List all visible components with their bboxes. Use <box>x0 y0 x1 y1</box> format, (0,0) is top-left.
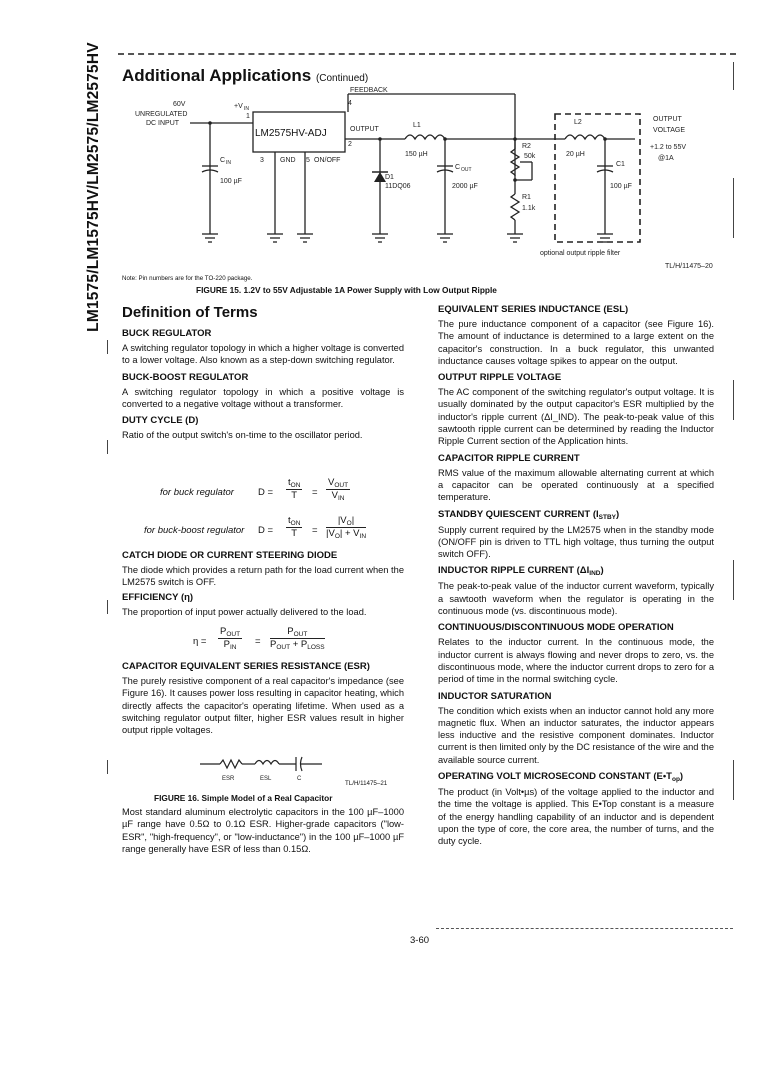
svg-text:L1: L1 <box>413 122 421 129</box>
svg-text:5: 5 <box>306 157 310 164</box>
svg-text:FEEDBACK: FEEDBACK <box>350 87 388 94</box>
side-title: LM1575/LM1575HV/LM2575/LM2575HV <box>85 42 102 332</box>
right-margin-mark <box>733 760 734 800</box>
eq-buck-equals: = <box>312 487 318 498</box>
svg-text:ESL: ESL <box>260 776 272 782</box>
svg-text:4: 4 <box>348 100 352 107</box>
left-column-3 <box>122 661 404 736</box>
right-margin-mark <box>733 178 734 238</box>
eq-eff-frac2: $P_{OUT}$ $P_{OUT} + P_{LOSS}$ <box>270 626 325 651</box>
svg-text:ESR: ESR <box>222 776 235 782</box>
duty-cycle-heading: DUTY CYCLE (D) <box>122 415 199 427</box>
efficiency-heading: EFFICIENCY (η) <box>122 591 194 603</box>
svg-text:IN: IN <box>226 160 231 166</box>
svg-text:UNREGULATED: UNREGULATED <box>135 111 188 118</box>
eq-bb-ton-frac: $t_{ON}$ T <box>288 515 301 539</box>
svg-text:1: 1 <box>246 113 250 120</box>
ripple-voltage-heading: OUTPUT RIPPLE VOLTAGE <box>438 372 562 384</box>
standby-current-heading: STANDBY QUIESCENT CURRENT $(I_{STBY})$ <box>438 508 620 521</box>
eq-buck-d: D = <box>258 487 274 498</box>
inductor-ripple-text: The peak-to-peak value of the inductor current waveform, typically a sawtooth waveform when the regulator is operating in the continuous mode (vs. discontinuous mode). <box>438 581 714 617</box>
continuous-mode-text: Relates to the inductor current. In the continuous mode, the inductor current is always flowing and never drops to zero, vs. the discontinuous mode, where the inductor current drops to zero for a period of time in the normal switching cycle. <box>438 637 714 685</box>
capacitor-ripple-text: RMS value of the maximum allowable alternating current at which a capacitor can be operated continuously at a specified temperature. <box>438 467 714 503</box>
top-dashed-rule <box>118 53 736 55</box>
svg-text:2000 µF: 2000 µF <box>452 183 478 190</box>
page-title: Additional Applications (Continued) <box>122 66 369 85</box>
svg-text:optional output ripple filter: optional output ripple filter <box>540 250 621 257</box>
buck-regulator-heading: BUCK REGULATOR <box>122 328 212 339</box>
svg-text:OUTPUT: OUTPUT <box>653 116 682 123</box>
svg-text:C: C <box>297 776 302 782</box>
page-number: 3-60 <box>410 935 430 946</box>
eq-bb-v-frac: $|V_O|$ $|V_O| + V_{IN}$ <box>326 515 367 540</box>
right-margin-mark <box>733 380 734 420</box>
svg-text:20 µH: 20 µH <box>566 151 585 158</box>
svg-text:OUTPUT: OUTPUT <box>350 126 379 133</box>
eq-bb-label: for buck-boost regulator <box>144 525 245 536</box>
efficiency-text: The proportion of input power actually delivered to the load. <box>122 606 367 617</box>
svg-text:@1A: @1A <box>658 155 674 162</box>
catch-diode-text: The diode which provides a return path for the load current when the LM2575 switch is OFF. <box>122 565 404 588</box>
svg-text:100 µF: 100 µF <box>220 178 242 185</box>
svg-text:TL/H/11475–20: TL/H/11475–20 <box>665 263 713 270</box>
eq-bb-d: D = <box>258 525 274 536</box>
eq-eta: η = <box>193 636 207 647</box>
continuous-mode-heading: CONTINUOUS/DISCONTINUOUS MODE OPERATION <box>438 622 674 634</box>
continued-label: (Continued) <box>315 73 369 84</box>
esl-heading: EQUIVALENT SERIES INDUCTANCE (ESL) <box>438 304 629 315</box>
volt-microsecond-text: The product (in Volt•µs) of the voltage applied to the inductor and the time the voltage is applied. This E•Top constant is a measure of the energy handling capability of an inductor and is dependent upon the type of core, the core area, the number of turns, and the duty cycle. <box>438 787 714 847</box>
svg-text:2: 2 <box>348 141 352 148</box>
esr-text: The purely resistive component of a real capacitor's impedance (see Figure 16). It causes power loss resulting in capacitor heating, which directly affects the capacitor's operating lifetime. When used as a switching regulator output filter, higher ESR values result in higher output ripple voltages. <box>122 676 404 736</box>
figure15-note: Note: Pin numbers are for the TO-220 package. <box>122 275 253 282</box>
esr-text-2: Most standard aluminum electrolytic capacitors in the 100 µF–1000 µF range have 0.5Ω to 0.1Ω ESR. Higher-grade capacitors ("low-ESR", "high-frequency", or "low-inductance") in the 100 µF–1000 µF range generally have ESR of less than 0.15Ω. <box>122 807 404 854</box>
inductor-saturation-heading: INDUCTOR SATURATION <box>438 690 552 702</box>
catch-diode-heading: CATCH DIODE OR CURRENT STEERING DIODE <box>122 550 338 561</box>
svg-text:VOLTAGE: VOLTAGE <box>653 127 686 134</box>
svg-text:IN: IN <box>244 106 249 112</box>
buck-boost-text: A switching regulator topology in which a positive voltage is converted to a negative voltage without a transformer. <box>122 386 404 409</box>
right-margin-mark <box>733 62 734 90</box>
left-column <box>122 328 404 441</box>
figure16-ref: TL/H/11475–21 <box>345 780 388 787</box>
svg-text:60V: 60V <box>173 101 186 108</box>
svg-text:L2: L2 <box>574 119 582 126</box>
svg-text:DC INPUT: DC INPUT <box>146 120 180 127</box>
svg-text:3: 3 <box>260 157 264 164</box>
left-margin-mark <box>107 760 108 774</box>
duty-cycle-text: Ratio of the output switch's on-time to the oscillator period. <box>122 430 363 441</box>
svg-text:C: C <box>220 157 226 164</box>
left-column-2 <box>122 550 404 618</box>
figure15-caption: FIGURE 15. 1.2V to 55V Adjustable 1A Power Supply with Low Output Ripple <box>196 285 497 295</box>
svg-text:D1: D1 <box>385 174 394 181</box>
svg-text:OUT: OUT <box>461 167 472 173</box>
svg-text:+V: +V <box>234 103 243 110</box>
figure15-schematic <box>110 84 730 270</box>
right-margin-mark <box>733 560 734 600</box>
svg-text:1.1k: 1.1k <box>522 205 536 212</box>
left-margin-mark <box>107 600 108 614</box>
svg-text:100 µF: 100 µF <box>610 183 632 190</box>
left-margin-mark <box>107 340 108 354</box>
capacitor-ripple-heading: CAPACITOR RIPPLE CURRENT <box>438 452 580 464</box>
svg-text:150 µH: 150 µH <box>405 151 428 158</box>
svg-text:LM2575HV-ADJ: LM2575HV-ADJ <box>255 128 327 139</box>
svg-text:R2: R2 <box>522 143 531 150</box>
svg-text:ON/OFF: ON/OFF <box>314 157 341 164</box>
eq-buck-label: for buck regulator <box>160 487 234 498</box>
figure16-caption: FIGURE 16. Simple Model of a Real Capacitor <box>154 793 333 803</box>
eq-eff-equals: = <box>255 636 261 647</box>
ripple-voltage-text: The AC component of the switching regulator's output voltage. It is usually dominated by the output capacitor's ESR multiplied by the inductor's ripple current (ΔI_IND). The peak-to-peak value of this sawtooth ripple current can be determined by reading the Inductor Ripple Current section of the Application hints. <box>438 387 714 447</box>
svg-text:C1: C1 <box>616 161 625 168</box>
eq-eff-frac1: $P_{OUT}$ $P_{IN}$ <box>220 626 241 651</box>
svg-text:50k: 50k <box>524 153 536 160</box>
inductor-ripple-heading: INDUCTOR RIPPLE CURRENT $(\Delta I_{IND})$ <box>438 565 604 578</box>
buck-regulator-text: A switching regulator topology in which a higher voltage is converted to a lower voltage. Also known as a step-down switching regulator. <box>122 343 404 366</box>
esr-heading: CAPACITOR EQUIVALENT SERIES RESISTANCE (ESR) <box>122 661 370 672</box>
inductor-saturation-text: The condition which exists when an inductor cannot hold any more magnetic flux. When an inductor saturates, the inductor appears less inductive and the resistive component dominates. Inductor current is then limited only by the DC resistance of the wire and the available source current. <box>438 705 714 765</box>
volt-microsecond-heading: OPERATING VOLT MICROSECOND CONSTANT $(E•T_{op})$ <box>438 771 684 784</box>
bottom-dashed-rule <box>436 928 733 929</box>
eq-bb-equals: = <box>312 525 318 536</box>
definitions-heading: Definition of Terms <box>122 304 258 321</box>
svg-text:+1.2 to 55V: +1.2 to 55V <box>650 144 687 151</box>
esl-text: The pure inductance component of a capacitor (see Figure 16). The amount of inductance is determined to a large extent on the capacitor's construction. In a buck regulator, this unwanted inductance causes voltage spikes to appear on the output. <box>438 319 714 366</box>
standby-current-text: Supply current required by the LM2575 when in the standby mode (ON/OFF pin is driven to TTL high voltage, thus turning the output switch OFF). <box>438 524 714 560</box>
left-margin-mark <box>107 440 108 454</box>
svg-text:11DQ06: 11DQ06 <box>385 183 411 190</box>
buck-boost-heading: BUCK-BOOST REGULATOR <box>122 371 249 383</box>
right-column <box>438 304 714 848</box>
svg-text:GND: GND <box>280 157 296 164</box>
eq-buck-v-frac: $V_{OUT}$ $V_{IN}$ <box>328 477 349 502</box>
eq-buck-ton-frac: $t_{ON}$ T <box>288 477 301 501</box>
figure16-capacitor-model <box>200 756 330 782</box>
svg-text:C: C <box>455 164 461 171</box>
svg-text:R1: R1 <box>522 194 531 201</box>
